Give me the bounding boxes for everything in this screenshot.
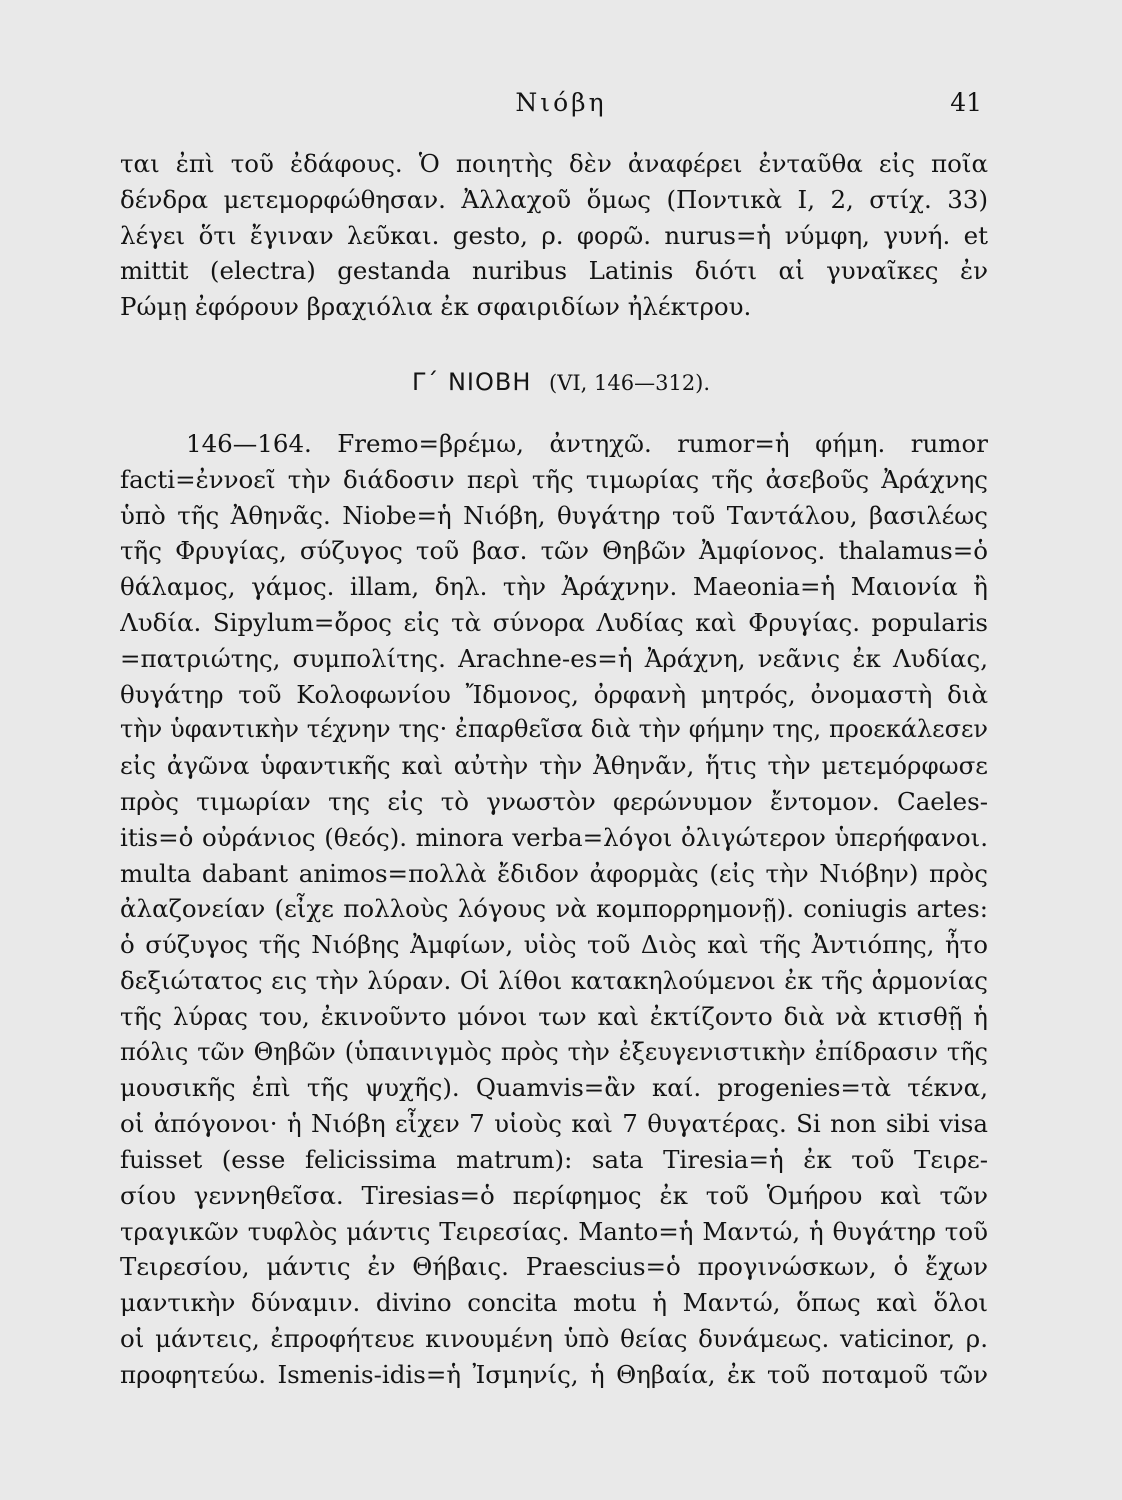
section-heading xyxy=(0,368,1122,396)
text-line: οἱ ἀπόγονοι· ἡ Νιόβη εἶχεν 7 υἱοὺς καὶ 7 θυγατέρας. Si non sibi visa xyxy=(120,1109,988,1139)
section-reference: (VI, 146—312). xyxy=(549,371,711,395)
main-paragraph xyxy=(120,426,988,1393)
text-line: εἰς ἀγῶνα ὑφαντικῆς καὶ αὐτὴν τὴν Ἀθηνᾶν, ἥτις τὴν μετεμόρφωσε xyxy=(120,751,988,781)
text-line: πόλις τῶν Θηβῶν (ὑπαινιγμὸς πρὸς τὴν ἐξευγενιστικὴν ἐπίδρασιν τῆς xyxy=(120,1037,988,1066)
text-line: τῆς λύρας του, ἐκινοῦντο μόνοι των καὶ ἐκτίζοντο διὰ νὰ κτισθῇ ἡ xyxy=(120,1001,988,1031)
text-line: ἀλαζονείαν (εἶχε πολλοὺς λόγους νὰ κομπορρημονῇ). coniugis artes: xyxy=(120,894,988,924)
text-line: τραγικῶν τυφλὸς μάντις Τειρεσίας. Manto=ἡ Μαντώ, ἡ θυγάτηρ τοῦ xyxy=(120,1216,988,1246)
text-line: facti=ἐννοεῖ τὴν διάδοσιν περὶ τῆς τιμωρίας τῆς ἀσεβοῦς Ἀράχνης xyxy=(120,464,988,494)
text-line: προφητεύω. Ismenis-idis=ἡ Ἰσμηνίς, ἡ Θηβαία, ἐκ τοῦ ποταμοῦ τῶν xyxy=(120,1359,988,1389)
text-line: multa dabant animos=πολλὰ ἔδιδον ἀφορμὰς (εἰς τὴν Νιόβην) πρὸς xyxy=(120,858,988,888)
text-line: itis=ὁ οὐράνιος (θεός). minora verba=λόγοι ὀλιγώτερον ὑπερήφανοι. xyxy=(120,822,988,852)
page-number: 41 xyxy=(950,88,982,117)
text-line: θυγάτηρ τοῦ Κολοφωνίου Ἴδμονος, ὀρφανὴ μητρός, ὀνομαστὴ διὰ xyxy=(120,679,988,709)
text-line: δεξιώτατος εις τὴν λύραν. Οἱ λίθοι κατακηλούμενοι ἐκ τῆς ἁρμονίας xyxy=(120,965,988,995)
text-line: ται ἐπὶ τοῦ ἐδάφους. Ὁ ποιητὴς δὲν ἀναφέρει ἐνταῦθα εἰς ποῖα xyxy=(120,149,988,178)
text-line: ὑπὸ τῆς Ἀθηνᾶς. Niobe=ἡ Νιόβη, θυγάτηρ τοῦ Ταντάλου, βασιλέως xyxy=(120,500,988,530)
text-line: μαντικὴν δύναμιν. divino concita motu ἡ Μαντώ, ὅπως καὶ ὅλοι xyxy=(120,1288,988,1318)
text-line: fuisset (esse felicissima matrum): sata Tiresia=ἡ ἐκ τοῦ Τειρε- xyxy=(120,1144,988,1174)
text-line: σίου γεννηθεῖσα. Tiresias=ὁ περίφημος ἐκ τοῦ Ὁμήρου καὶ τῶν xyxy=(120,1180,988,1210)
top-paragraph xyxy=(120,146,988,325)
text-line: λέγει ὅτι ἔγιναν λεῦκαι. gesto, ρ. φορῶ. nurus=ἡ νύμφη, γυνή. et xyxy=(120,220,988,250)
section-title: Γ΄ ΝΙΟΒΗ xyxy=(411,368,532,396)
text-line: =πατριώτης, συμπολίτης. Arachne-es=ἡ Ἀράχνη, νεᾶνις ἐκ Λυδίας, xyxy=(120,643,988,673)
text-line: οἱ μάντεις, ἐπροφήτευε κινουμένη ὑπὸ θείας δυνάμεως. vaticinor, ρ. xyxy=(120,1323,988,1353)
text-line: Ρώμῃ ἐφόρουν βραχιόλια ἐκ σφαιριδίων ἠλέκτρου. xyxy=(120,292,752,322)
text-line: mittit (electra) gestanda nuribus Latinis διότι αἱ γυναῖκες ἐν xyxy=(120,256,988,286)
text-line: ὁ σύζυγος τῆς Νιόβης Ἀμφίων, υἱὸς τοῦ Διὸς καὶ τῆς Ἀντιόπης, ἦτο xyxy=(120,930,988,960)
text-line: μουσικῆς ἐπὶ τῆς ψυχῆς). Quamvis=ἂν καί. progenies=τὰ τέκνα, xyxy=(120,1073,988,1103)
text-line: 146—164. Fremo=βρέμω, ἀντηχῶ. rumor=ἡ φήμη. rumor xyxy=(186,429,988,458)
text-line: τῆς Φρυγίας, σύζυγος τοῦ βασ. τῶν Θηβῶν Ἀμφίονος. thalamus=ὁ xyxy=(120,536,988,566)
text-line: Τειρεσίου, μάντις ἐν Θήβαις. Praescius=ὁ προγινώσκων, ὁ ἔχων xyxy=(120,1252,988,1282)
text-line: δένδρα μετεμορφώθησαν. Ἀλλαχοῦ ὅμως (Ποντικὰ Ι, 2, στίχ. 33) xyxy=(120,184,988,214)
text-line: θάλαμος, γάμος. illam, δηλ. τὴν Ἀράχνην. Maeonia=ἡ Μαιονία ἢ xyxy=(120,572,988,602)
text-line: τὴν ὑφαντικὴν τέχνην της· ἐπαρθεῖσα διὰ τὴν φήμην της, προεκάλεσεν xyxy=(120,715,988,744)
text-line: Λυδία. Sipylum=ὄρος εἰς τὰ σύνορα Λυδίας καὶ Φρυγίας. popularis xyxy=(120,607,988,637)
text-line: πρὸς τιμωρίαν της εἰς τὸ γνωστὸν φερώνυμον ἔντομον. Caeles- xyxy=(120,786,988,816)
running-title: Νιόβη xyxy=(515,88,607,117)
